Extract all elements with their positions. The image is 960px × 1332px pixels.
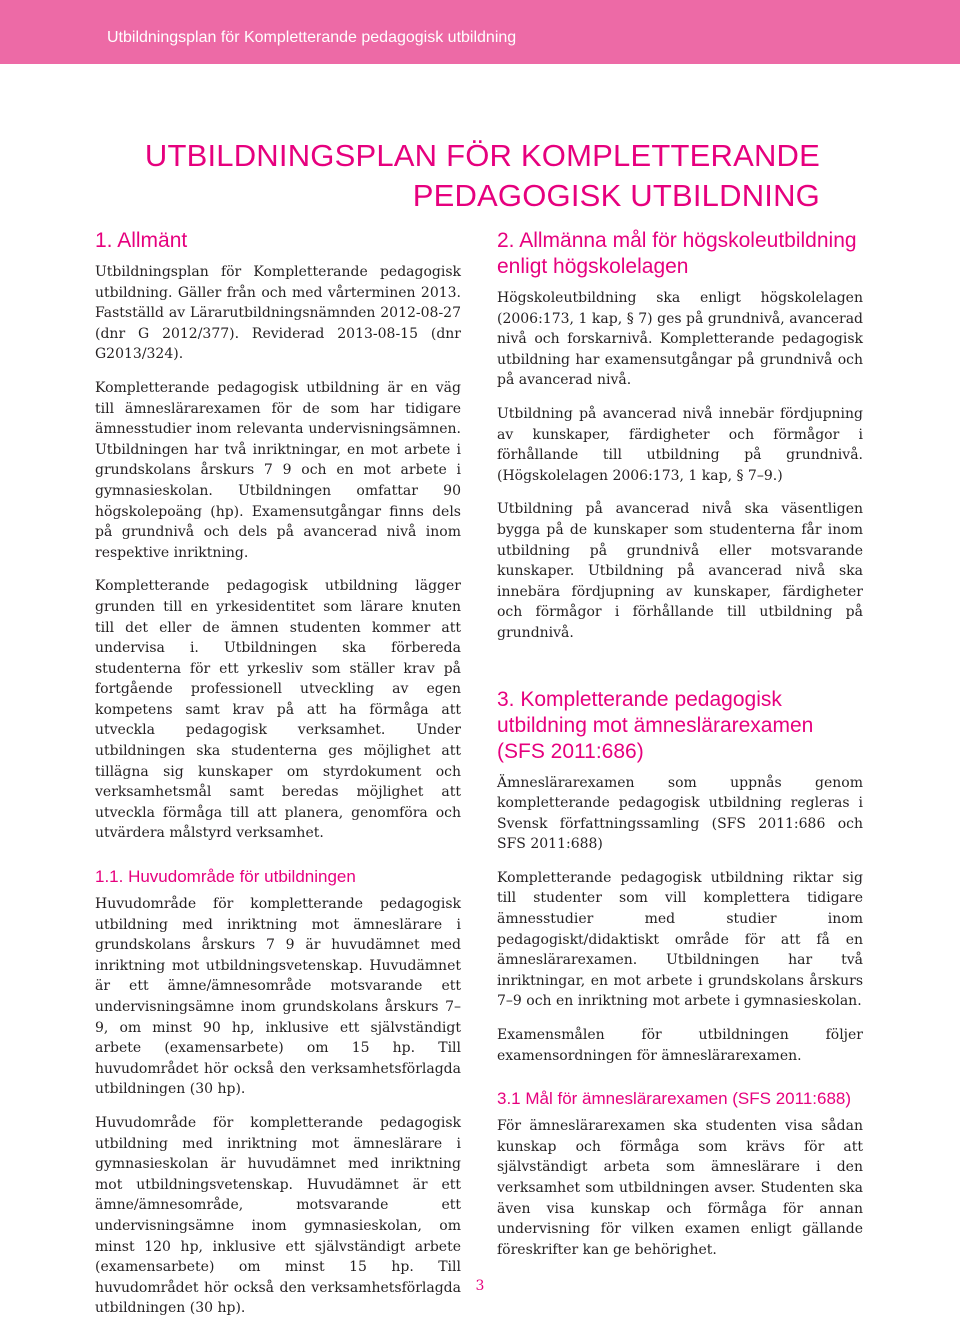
section-3-paragraph-1: Ämneslärarexamen som uppnås genom kompletterande pedagogisk utbildning regleras i Svensk författningssamling (SFS 2011:686 och SFS 2011:688) — [497, 774, 863, 853]
page-title-line-1: UTBILDNINGSPLAN FÖR KOMPLETTERANDE — [144, 138, 820, 173]
section-1-heading: 1. Allmänt — [95, 229, 188, 252]
section-3-1-heading: 3.1 Mål för ämneslärarexamen (SFS 2011:688) — [497, 1089, 852, 1109]
section-1-1-paragraph-2: Huvudområde för kompletterande pedagogisk utbildning med inriktning mot ämneslärare i gymnasieskolan är huvudämnet med inriktning mot utbildningsvetenskap. Huvudämnet är ett ämne/ämnesområde, motsvarande ett undervisningsämne inom gymnasieskolan, om minst 120 hp, inklusive ett självständigt arbete (examensarbete) om minst 15 hp. Till huvudområdet hör också den verksamhetsförlagda utbildningen (30 hp). — [95, 1114, 461, 1317]
section-3-1-paragraph-1: För ämneslärarexamen ska studenten visa sådan kunskap och förmåga som krävs för att självständigt arbeta som ämneslärare i den verksamhet som utbildningen avser. Studenten ska även visa kunskap och förmåga för annan undervisning för vilken examen enligt gällande föreskrifter kan ge behörighet. — [497, 1118, 863, 1258]
page-number: 3 — [475, 1278, 485, 1294]
section-3-paragraph-2: Kompletterande pedagogisk utbildning riktar sig till studenter som vill komplettera tidigare ämnesstudier med studier inom pedagogiskt/didaktiskt område för att få en ämneslärarexamen. Utbildningen har två inriktningar, en mot arbete i grundskolans årskurs 7–9 och en inriktning mot arbete i gymnasieskolan. — [497, 869, 863, 1010]
section-2-paragraph-2: Utbildning på avancerad nivå innebär fördjupning av kunskaper, färdigheter och förmågor i förhållande till utbildning på grundnivå. (Högskolelagen 2006:173, 1 kap, § 7–9.) — [497, 405, 863, 484]
section-1-paragraph-1: Utbildningsplan för Kompletterande pedagogisk utbildning. Gäller från och med vårterminen 2013. Fastställd av Lärarutbildningsnämnden 2012-08-27 (dnr G 2012/377). Reviderad 2013-08-15 (dnr G2013/324). — [95, 264, 461, 363]
section-3-heading: 3. Kompletterande pedagogisk utbildning mot ämneslärarexamen (SFS 2011:686) — [497, 687, 814, 763]
section-1-1-heading: 1.1. Huvudområde för utbildningen — [95, 867, 356, 887]
right-column — [497, 228, 863, 1273]
left-column — [95, 228, 461, 1332]
page-title — [145, 136, 820, 216]
section-2-heading: 2. Allmänna mål för högskoleutbildning enligt högskolelagen — [497, 229, 857, 278]
section-2-paragraph-3: Utbildning på avancerad nivå ska väsentligen bygga på de kunskaper som studenterna får inom utbildning på grundnivå eller motsvarande kunskaper. Utbildning på avancerad nivå ska innebära fördjupning av kunskaper, färdigheter och förmågor i förhållande till utbildning på grundnivå. — [497, 501, 863, 641]
section-1-paragraph-3: Kompletterande pedagogisk utbildning lägger grunden till en yrkesidentitet som lärare knuten till det eller de ämnen studenten kommer att undervisa i. Utbildningen ska förbereda studenterna för ett yrkesliv som ställer krav på fortgående professionell utveckling av egen kompetens samt krav på att ha förmåga att utveckla pedagogisk verksamhet. Under utbildningen ska studenterna ges möjlighet att tillägna sig kunskaper om styrdokument och verksamhetsmål samt beredas möjlighet att utveckla förmåga till att planera, genomföra och utvärdera målstyrd verksamhet. — [95, 578, 461, 842]
running-header: Utbildningsplan för Kompletterande pedagogisk utbildning — [107, 29, 517, 46]
page-title-line-2: PEDAGOGISK UTBILDNING — [412, 178, 820, 213]
section-1-paragraph-2: Kompletterande pedagogisk utbildning är en väg till ämneslärarexamen för de som har tidigare ämnesstudier inom relevanta undervisningsämnen. Utbildningen har två inriktningar, en mot arbete i grundskolans årskurs 7 9 och en mot arbete i gymnasieskolan. Utbildningen omfattar 90 högskolepoäng (hp). Examensutgångar finns dels på grundnivå och dels på avancerad nivå inom respektive inriktning. — [95, 379, 461, 561]
section-2-paragraph-1: Högskoleutbildning ska enligt högskolelagen (2006:173, 1 kap, § 7) ges på grundnivå, avancerad nivå och forskarnivå. Kompletterande pedagogisk utbildning har examensutgångar på grundnivå och på avancerad nivå. — [497, 290, 863, 389]
section-3-paragraph-3: Examensmålen för utbildningen följer examensordningen för ämneslärarexamen. — [497, 1027, 863, 1064]
section-1-1-paragraph-1: Huvudområde för kompletterande pedagogisk utbildning med inriktning mot ämneslärare i grundskolans årskurs 7 9 är huvudämnet med inriktning mot utbildningsvetenskap. Huvudämnet är ett ämne/ämnesområde motsvarande ett undervisningsämne inom grundskolans årskurs 7–9, om minst 90 hp, inklusive ett självständigt arbete (examensarbete) om 15 hp. Till huvudområdet hör också den verksamhetsförlagda utbildningen (30 hp). — [95, 896, 461, 1098]
header-band — [0, 0, 960, 64]
